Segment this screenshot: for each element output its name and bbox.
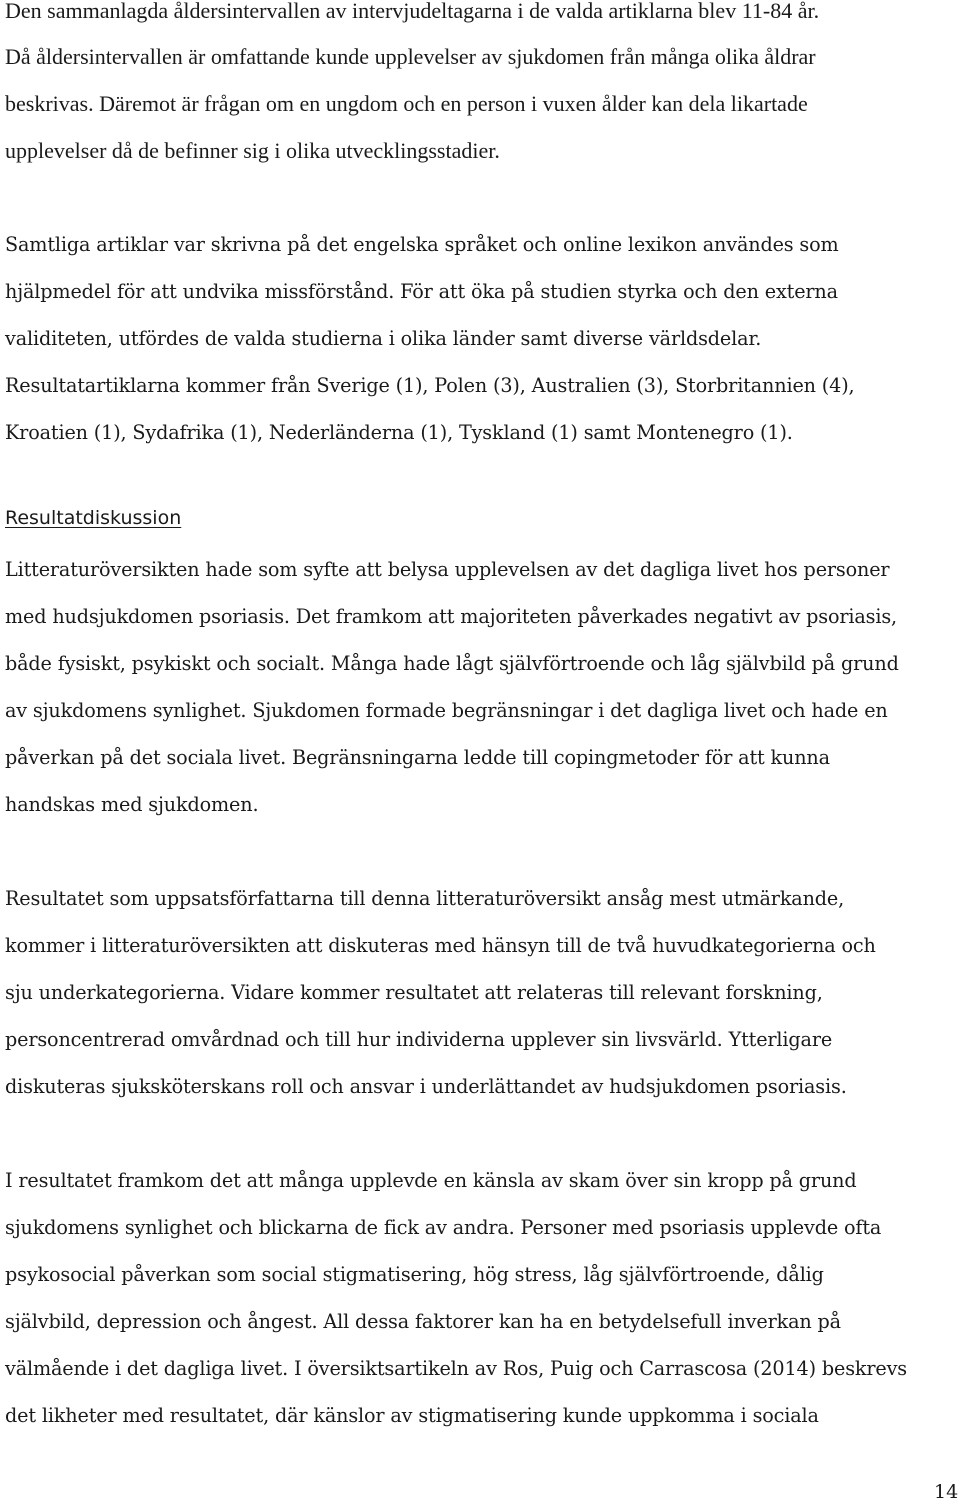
- p5-line-4: självbild, depression och ångest. All dessa faktorer kan ha en betydelsefull inverkan på: [5, 1310, 841, 1333]
- p4-line-4: personcentrerad omvårdnad och till hur individerna upplever sin livsvärld. Ytterligare: [5, 1028, 833, 1051]
- p3-line-2: med hudsjukdomen psoriasis. Det framkom att majoriteten påverkades negativt av psoriasis,: [5, 605, 897, 628]
- p4-line-1: Resultatet som uppsatsförfattarna till denna litteraturöversikt ansåg mest utmärkande,: [5, 887, 845, 910]
- p3-line-4: av sjukdomens synlighet. Sjukdomen formade begränsningar i det dagliga livet och hade en: [5, 699, 888, 722]
- p2-line-3: validiteten, utfördes de valda studierna i olika länder samt diverse världsdelar.: [5, 327, 762, 350]
- p3-line-3: både fysiskt, psykiskt och socialt. Många hade lågt självförtroende och låg självbild på grund: [5, 652, 899, 675]
- p3-line-5: påverkan på det sociala livet. Begränsningarna ledde till copingmetoder för att kunna: [5, 746, 830, 769]
- p1-line-3: beskrivas. Däremot är frågan om en ungdom och en person i vuxen ålder kan dela likartade: [5, 91, 808, 116]
- p2-line-2: hjälpmedel för att undvika missförstånd. För att öka på studien styrka och den externa: [5, 280, 838, 303]
- p5-line-6: det likheter med resultatet, där känslor av stigmatisering kunde uppkomma i sociala: [5, 1404, 819, 1427]
- p5-line-2: sjukdomens synlighet och blickarna de fick av andra. Personer med psoriasis upplevde ofta: [5, 1216, 882, 1239]
- page-number: 14: [934, 1481, 959, 1503]
- p3-line-1: Litteraturöversikten hade som syfte att belysa upplevelsen av det dagliga livet hos personer: [5, 558, 890, 581]
- p5-line-1: I resultatet framkom det att många upplevde en känsla av skam över sin kropp på grund: [5, 1169, 857, 1192]
- p1-line-1: Den sammanlagda åldersintervallen av intervjudeltagarna i de valda artiklarna blev 11-84 år.: [5, 0, 820, 23]
- p2-line-1: Samtliga artiklar var skrivna på det engelska språket och online lexikon användes som: [5, 233, 839, 256]
- p4-line-5: diskuteras sjuksköterskans roll och ansvar i underlättandet av hudsjukdomen psoriasis.: [5, 1075, 847, 1098]
- p1-line-2: Då åldersintervallen är omfattande kunde upplevelser av sjukdomen från många olika åldrar: [5, 44, 816, 69]
- p1-line-4: upplevelser då de befinner sig i olika utvecklingsstadier.: [5, 138, 500, 163]
- p4-line-2: kommer i litteraturöversikten att diskuteras med hänsyn till de två huvudkategorierna och: [5, 934, 876, 957]
- p5-line-5: välmående i det dagliga livet. I översiktsartikeln av Ros, Puig och Carrascosa (2014) beskrevs: [5, 1357, 907, 1380]
- section-heading: Resultatdiskussion: [5, 507, 182, 529]
- p2-line-5: Kroatien (1), Sydafrika (1), Nederländerna (1), Tyskland (1) samt Montenegro (1).: [5, 421, 793, 444]
- p3-line-6: handskas med sjukdomen.: [5, 793, 259, 816]
- p5-line-3: psykosocial påverkan som social stigmatisering, hög stress, låg självförtroende, dålig: [5, 1263, 824, 1286]
- p2-line-4: Resultatartiklarna kommer från Sverige (1), Polen (3), Australien (3), Storbritannien (4),: [5, 374, 855, 397]
- p4-line-3: sju underkategorierna. Vidare kommer resultatet att relateras till relevant forskning,: [5, 981, 823, 1004]
